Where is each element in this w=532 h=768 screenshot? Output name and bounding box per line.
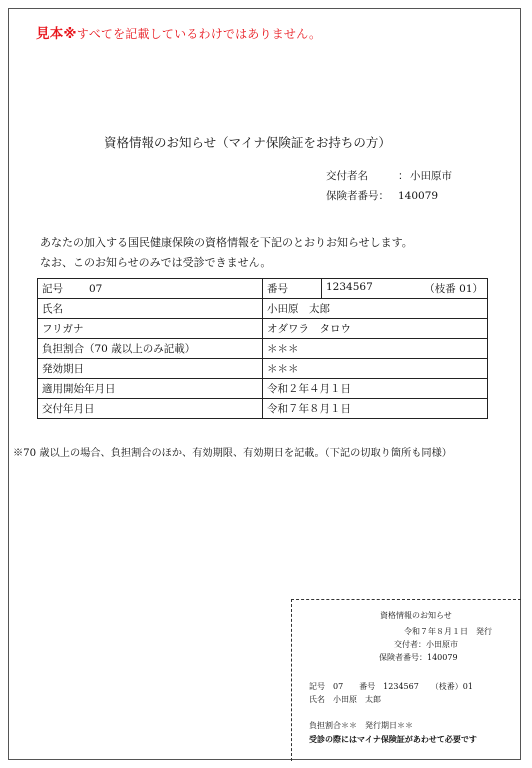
table-row (38, 339, 488, 359)
row-value: 小田原 太郎 (263, 299, 488, 319)
sample-label: 見本※ (36, 26, 77, 42)
cutout-insurer: 保険者番号：140079 (379, 653, 458, 662)
table-row (38, 279, 488, 299)
cutout-issuer: 交付者：小田原市 (394, 640, 458, 649)
table-row (38, 319, 488, 339)
issuer-value: 小田原市 (410, 170, 452, 182)
row-label: 適用開始年月日 (38, 379, 263, 399)
issuer-row (326, 166, 452, 186)
cutout-section (291, 599, 521, 761)
kigo-cell (38, 279, 263, 299)
cutout-name-line: 氏名 小田原 太郎 (309, 695, 381, 704)
insurer-value: 140079 (398, 190, 439, 202)
sample-text: すべてを記載しているわけではありません。 (76, 27, 322, 41)
row-value: 令和７年８月１日 (263, 399, 488, 419)
issuer-sep: ： (398, 170, 409, 182)
row-label: 氏名 (38, 299, 263, 319)
row-label: フリガナ (38, 319, 263, 339)
row-value: 令和２年４月１日 (263, 379, 488, 399)
intro-line-2: なお、このお知らせのみでは受診できません。 (40, 256, 272, 269)
table-row (38, 379, 488, 399)
kigo-label: 記号 (42, 283, 63, 295)
row-value: ＊＊＊ (263, 359, 488, 379)
issuer-block (326, 166, 452, 206)
issuer-label: 交付者名 (326, 170, 368, 182)
row-label: 交付年月日 (38, 399, 263, 419)
cutout-title: 資格情報のお知らせ (380, 611, 452, 620)
edaban-value: （枝番 01） (424, 283, 483, 295)
row-label: 負担割合（70 歳以上のみ記載） (38, 339, 263, 359)
cutout-kigo-line: 記号 07 番号 1234567 （枝番）01 (309, 682, 473, 691)
eligibility-table (37, 278, 488, 419)
cutout-burden-line: 負担割合＊＊ 発行期日＊＊ (309, 721, 413, 730)
insurer-row (326, 186, 452, 206)
row-value: ＊＊＊ (263, 339, 488, 359)
footnote: ※70 歳以上の場合、負担割合のほか、有効期限、有効期日を記載。（下記の切取り箇所も同様） (13, 448, 452, 459)
cutout-date: 令和７年８月１日 発行 (404, 627, 492, 636)
insurer-label: 保険者番号： (326, 190, 389, 202)
document-title: 資格情報のお知らせ（マイナ保険証をお持ちの方） (104, 135, 391, 150)
bango-cell (322, 279, 488, 299)
intro-line-1: あなたの加入する国民健康保険の資格情報を下記のとおりお知らせします。 (40, 236, 413, 249)
row-value: オダワラ タロウ (263, 319, 488, 339)
bango-value: 1234567 (326, 281, 373, 293)
cutout-notice-line: 受診の際にはマイナ保険証があわせて必要です (309, 734, 477, 744)
table-row (38, 399, 488, 419)
kigo-value: 07 (89, 283, 103, 295)
row-label: 発効期日 (38, 359, 263, 379)
sample-notice (36, 22, 321, 42)
bango-label: 番号 (263, 279, 322, 299)
table-row (38, 359, 488, 379)
intro-text (40, 233, 413, 273)
table-row (38, 299, 488, 319)
